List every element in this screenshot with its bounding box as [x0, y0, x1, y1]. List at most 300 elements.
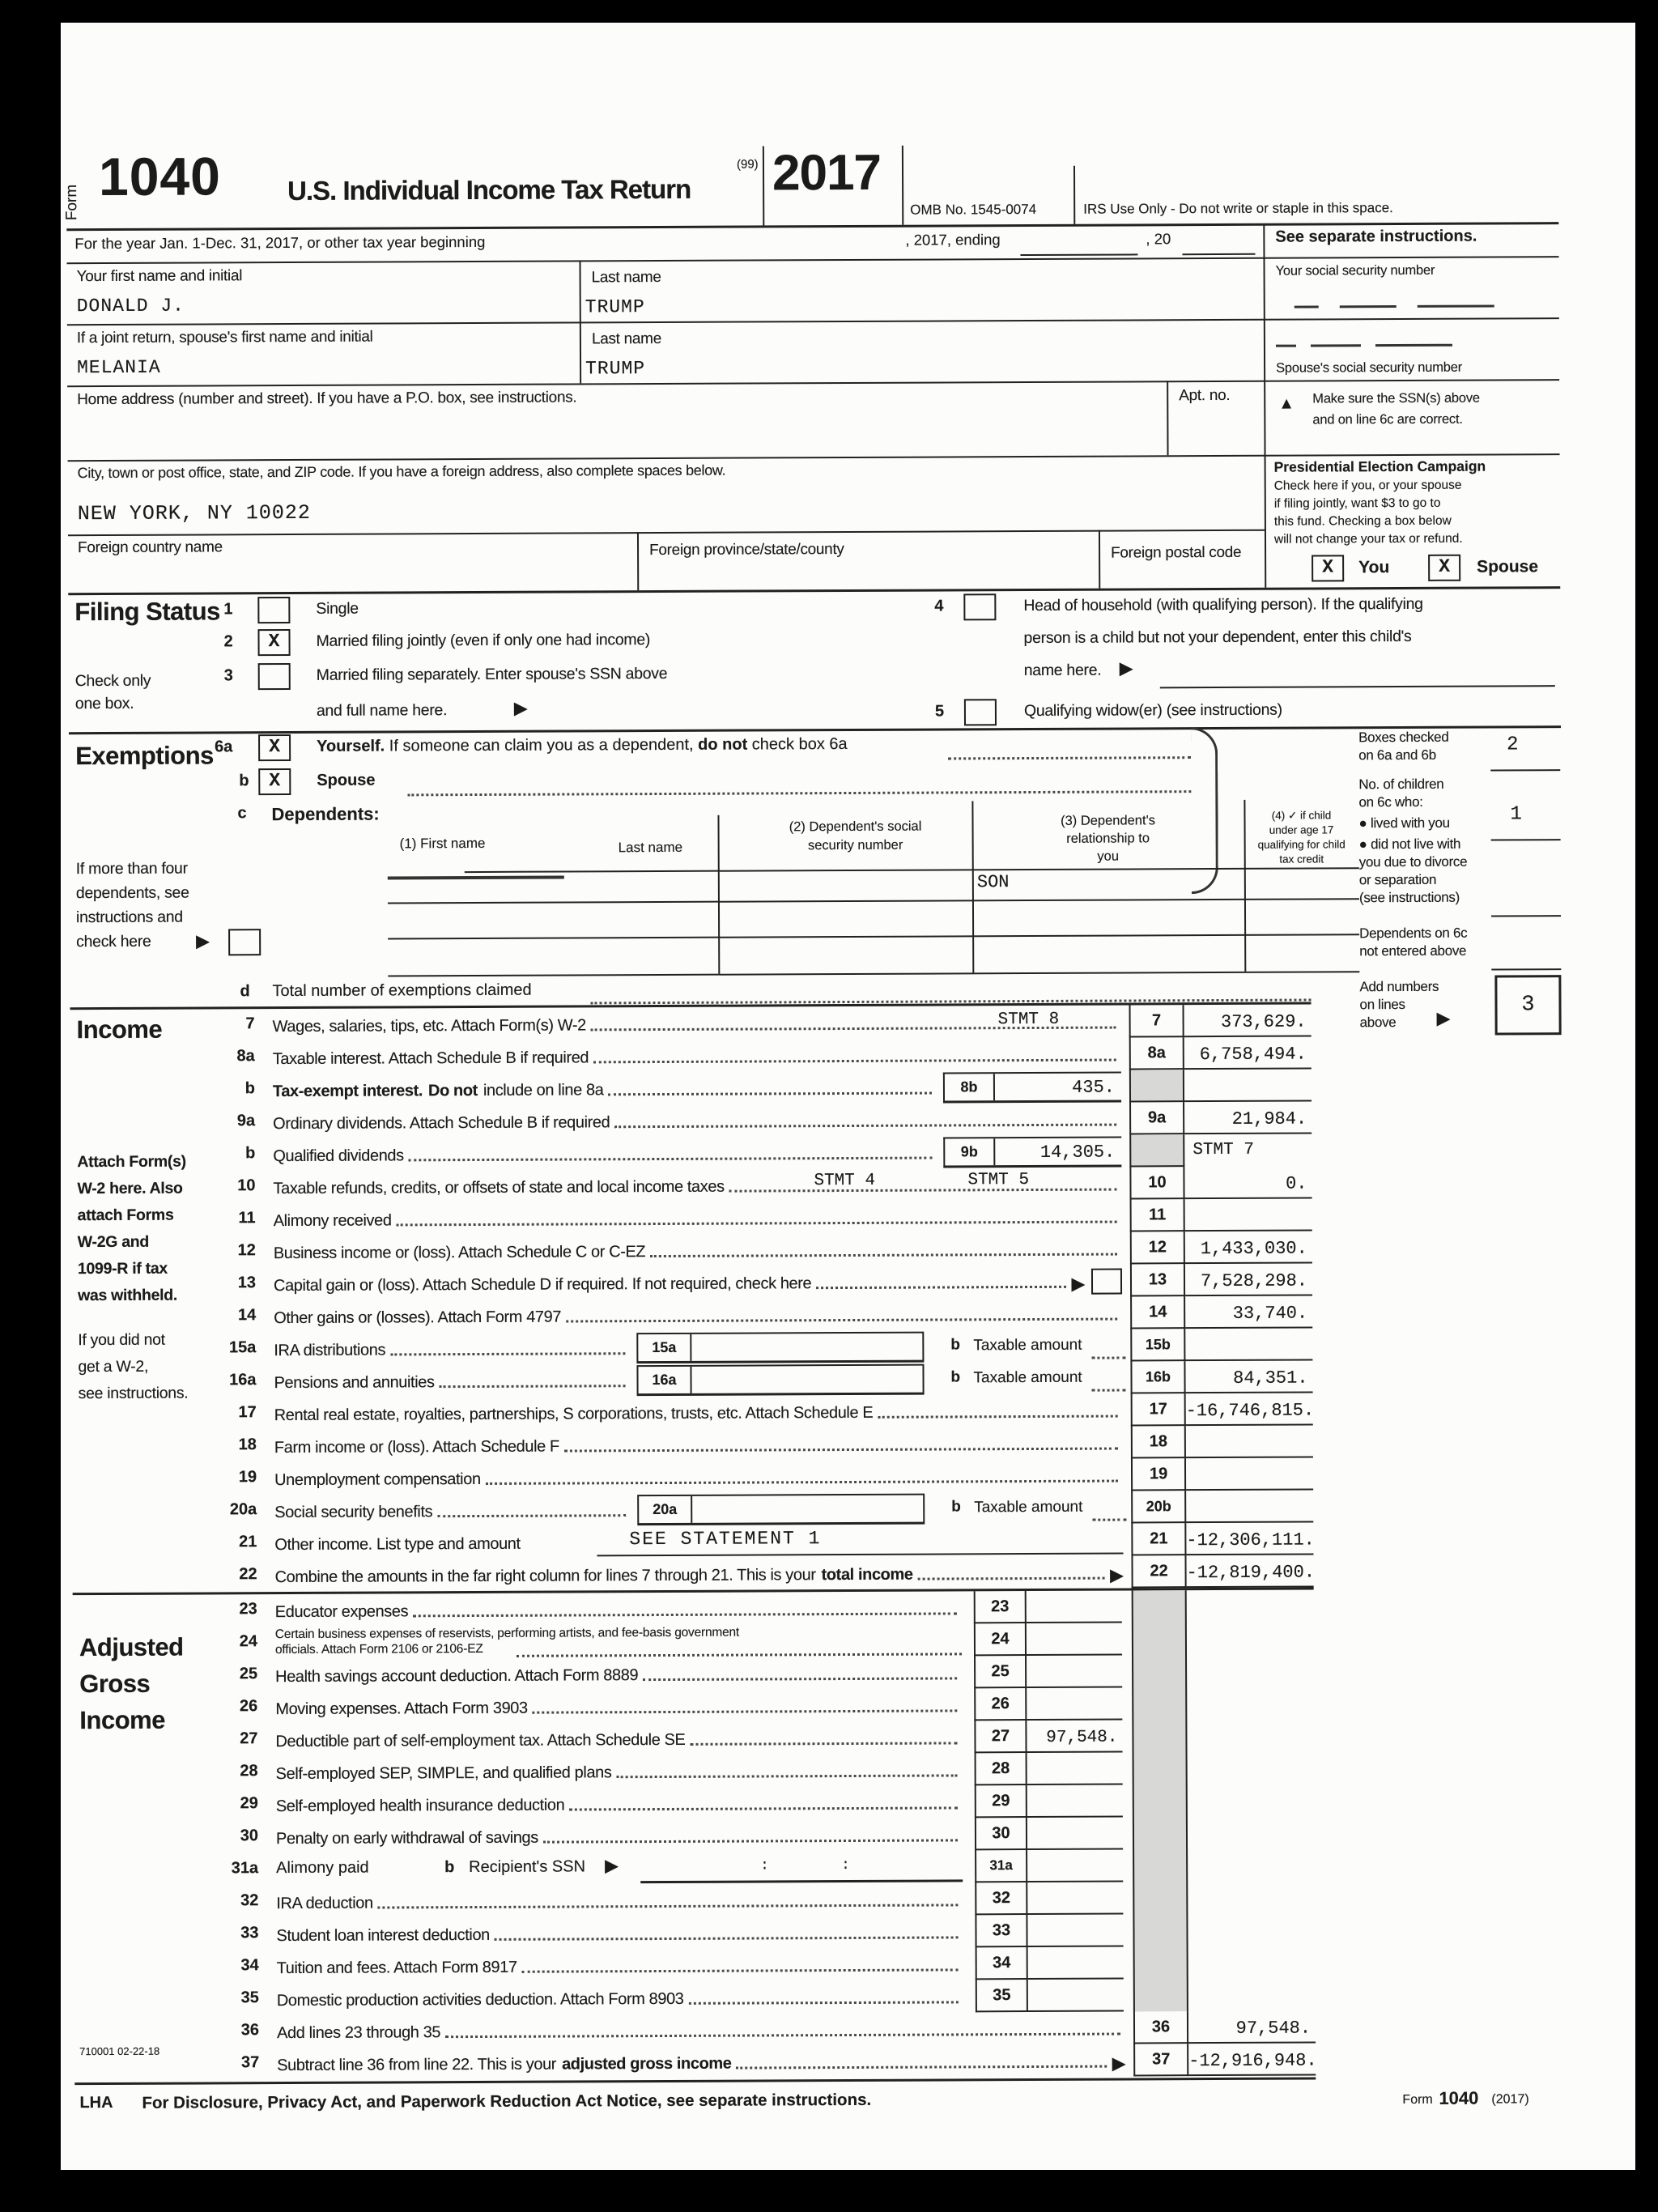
- blank-line: [1182, 253, 1255, 255]
- divider: [717, 815, 720, 974]
- dep-col2-header1: (2) Dependent's social: [789, 819, 922, 835]
- line-number: 8a: [236, 1047, 255, 1066]
- boxes-checked-label1: Boxes checked: [1358, 729, 1449, 746]
- line-label: Unemployment compensation: [274, 1459, 1123, 1495]
- line-label: Taxable refunds, credits, or offsets of state and local income taxes: [273, 1168, 1121, 1204]
- amount-value[interactable]: 373,629.: [1184, 1005, 1312, 1038]
- stmt-ref: STMT 7: [1192, 1140, 1254, 1160]
- form-title: U.S. Individual Income Tax Return: [287, 173, 691, 206]
- last-name-label: Last name: [591, 268, 661, 287]
- amount-value: [1185, 1199, 1312, 1232]
- line-box: 12: [1130, 1231, 1185, 1264]
- divider: [902, 146, 903, 225]
- line-number: 21: [239, 1533, 257, 1551]
- line-label-small2: officials. Attach Form 2106 or 2106-EZ: [274, 1641, 483, 1657]
- dotted-leader: [397, 1221, 1117, 1227]
- amount-value: [1027, 1850, 1123, 1883]
- pec-you-label: You: [1358, 558, 1390, 577]
- rule: [68, 530, 1265, 536]
- did-not-live-label4: (see instructions): [1358, 889, 1460, 906]
- line-number: 10: [237, 1176, 256, 1195]
- line-6b-checkbox[interactable]: X: [258, 768, 291, 795]
- amount-value[interactable]: 97,548.: [1027, 1721, 1122, 1754]
- line-20a-inner-box: [637, 1494, 925, 1526]
- line-number: 34: [240, 1956, 259, 1975]
- line-number: 26: [239, 1697, 258, 1716]
- footer-form-number: 1040: [1439, 2087, 1479, 2108]
- dotted-leader: [736, 2065, 1107, 2069]
- city-label: City, town or post office, state, and ZIP code. If you have a foreign address, also complete spaces below.: [77, 462, 726, 482]
- first-name-value[interactable]: DONALD J.: [76, 295, 185, 317]
- line-box: 33: [975, 1915, 1027, 1947]
- line-number: 28: [240, 1762, 258, 1780]
- no-w2-note2: get a W-2,: [78, 1357, 149, 1376]
- amount-value: [1027, 1656, 1122, 1689]
- line-box: 30: [975, 1818, 1027, 1850]
- city-value[interactable]: NEW YORK, NY 10022: [77, 500, 311, 526]
- ssn-warning-1: Make sure the SSN(s) above: [1312, 390, 1480, 406]
- line-number: 25: [239, 1665, 258, 1683]
- line-label: Domestic production activities deduction. Attach Form 8903: [277, 1980, 963, 2015]
- dep-col1b-header: Last name: [618, 839, 683, 856]
- line-box: 16b: [1130, 1361, 1185, 1393]
- dep-row-line: [388, 971, 1359, 976]
- check-only-note1: Check only: [74, 671, 151, 691]
- line-box: 18: [1131, 1426, 1186, 1458]
- dotted-leader: [590, 978, 1311, 1005]
- line-box: 35: [976, 1980, 1028, 2012]
- amount-value[interactable]: -12,819,400.: [1186, 1555, 1313, 1588]
- line-label: Taxable interest. Attach Schedule B if required: [273, 1038, 1121, 1074]
- divider: [1167, 381, 1168, 455]
- line-number: 31a: [231, 1859, 259, 1878]
- line-number: 24: [239, 1632, 257, 1651]
- amount-value[interactable]: -12,306,111.: [1186, 1522, 1313, 1555]
- more-than-four-checkbox[interactable]: [228, 929, 261, 955]
- pec-spouse-checkbox[interactable]: X: [1428, 555, 1460, 581]
- dotted-leader: [690, 1742, 957, 1745]
- lived-with-you-label: ● lived with you: [1358, 815, 1450, 832]
- filing-4-label2: person is a child but not your dependent, enter this child's: [1023, 627, 1412, 648]
- dotted-leader: [643, 1677, 957, 1681]
- line-label: IRA distributions: [274, 1331, 630, 1365]
- line-label: Subtract line 36 from line 22. This is your adjusted gross income ▶: [277, 2044, 1125, 2081]
- no-w2-note1: If you did not: [78, 1330, 165, 1350]
- inner-line-box: 8b: [945, 1074, 995, 1100]
- line-number: 17: [238, 1403, 257, 1422]
- divider: [1073, 166, 1075, 224]
- line-13-checkbox[interactable]: [1091, 1269, 1122, 1295]
- ssn-colon: :: [841, 1857, 851, 1874]
- dotted-leader: [437, 1514, 626, 1517]
- line-box: 14: [1130, 1296, 1185, 1329]
- dep-col3-header1: (3) Dependent's: [1061, 813, 1155, 828]
- line-number: 27: [240, 1729, 258, 1748]
- attach-note6: was withheld.: [78, 1286, 177, 1305]
- line-6d-label: Total number of exemptions claimed: [272, 981, 532, 1001]
- line-box: 7: [1129, 1005, 1184, 1037]
- irs-use-only: IRS Use Only - Do not write or staple in this space.: [1083, 200, 1393, 217]
- dotted-leader: [689, 2001, 959, 2004]
- line-number: 11: [238, 1209, 256, 1227]
- period-20: , 20: [1146, 230, 1171, 248]
- foreign-postal-label: Foreign postal code: [1111, 543, 1242, 562]
- filing-3-label: Married filing separately. Enter spouse's SSN above: [316, 664, 668, 684]
- attach-note2: W-2 here. Also: [77, 1179, 183, 1198]
- filing-3-checkbox[interactable]: [258, 663, 291, 690]
- dep-col3-header3: you: [1097, 849, 1120, 864]
- line-label: Combine the amounts in the far right column for lines 7 through 21. This is your total income ▶: [274, 1556, 1123, 1593]
- line-label: Qualified dividends: [273, 1136, 937, 1172]
- redaction-dash: [1276, 345, 1296, 347]
- amount-value: [1028, 1980, 1124, 2013]
- form-word-vertical: Form: [63, 184, 81, 221]
- agi-heading1: Adjusted: [79, 1632, 184, 1662]
- filing-5-label: Qualifying widow(er) (see instructions): [1023, 700, 1282, 721]
- spouse-first-label: If a joint return, spouse's first name and initial: [76, 328, 373, 347]
- line-label: Other gains or (losses). Attach Form 4797: [274, 1297, 1122, 1334]
- see-separate-instructions: See separate instructions.: [1275, 227, 1477, 246]
- line-6d-num: d: [240, 982, 250, 1001]
- total-exemptions-value: 3: [1521, 993, 1535, 1018]
- amount-value[interactable]: 21,984.: [1184, 1102, 1312, 1135]
- filing-2-checkbox[interactable]: X: [257, 629, 290, 656]
- income-row-22: [62, 1554, 1568, 1593]
- line-6a-checkbox[interactable]: X: [258, 734, 291, 761]
- line-label: Ordinary dividends. Attach Schedule B if required: [273, 1103, 1121, 1139]
- ssn-label: Your social security number: [1275, 262, 1435, 279]
- line-label: Alimony paid: [276, 1858, 369, 1878]
- line-box: 13: [1130, 1264, 1185, 1296]
- line-box: 10: [1129, 1167, 1184, 1199]
- line-6c-label: Dependents:: [271, 803, 380, 825]
- amount-value: [1028, 1947, 1124, 1980]
- amount-value: [1027, 1753, 1123, 1786]
- line-label: IRA deduction: [276, 1882, 963, 1918]
- line-box: 28: [975, 1753, 1027, 1785]
- amount-value[interactable]: 97,548.: [1188, 2010, 1316, 2044]
- amount-value: [1186, 1425, 1313, 1458]
- filing-status-heading: Filing Status: [74, 597, 220, 627]
- line-number: b: [244, 1079, 255, 1098]
- line-label: Tuition and fees. Attach Form 8917: [277, 1947, 963, 1983]
- shaded-cell: [1129, 1070, 1184, 1102]
- amount-value: [1027, 1785, 1123, 1819]
- ssn-colon: :: [760, 1857, 770, 1874]
- dotted-leader: [407, 768, 1191, 796]
- line-label: Rental real estate, royalties, partnerships, S corporations, trusts, etc. Attach Schedule E: [274, 1394, 1123, 1431]
- line-number: 19: [238, 1468, 257, 1487]
- line-label-small1: Certain business expenses of reservists, performing artists, and fee-basis government: [274, 1625, 740, 1642]
- inner-amount[interactable]: 14,305.: [1039, 1142, 1116, 1163]
- children-label2: on 6c who:: [1358, 793, 1423, 810]
- line-label: Moving expenses. Attach Form 3903: [275, 1688, 962, 1724]
- line-number: 36: [240, 2021, 260, 2040]
- line-label: Pensions and annuities: [274, 1363, 630, 1397]
- line-number: 9a: [236, 1112, 256, 1130]
- dep-col4-header1: (4) ✓ if child: [1271, 809, 1332, 822]
- stmt-ref: STMT 4: [814, 1171, 876, 1191]
- inner-line-box: 15a: [638, 1334, 691, 1361]
- spouse-last-label: Last name: [591, 330, 661, 348]
- line-box: 20b: [1131, 1491, 1186, 1523]
- underline: [1490, 769, 1560, 771]
- check-only-note2: one box.: [74, 694, 134, 713]
- filing-2-label: Married filing jointly (even if only one had income): [316, 631, 651, 650]
- dotted-leader: [608, 1092, 932, 1096]
- filing-2-num: 2: [223, 632, 233, 651]
- line-number: 7: [245, 1015, 255, 1033]
- line-box: 31a: [975, 1850, 1027, 1882]
- dotted-leader: [440, 1385, 626, 1388]
- arrow-icon: ▶: [196, 930, 210, 951]
- pec-line2: if filing jointly, want $3 to go to: [1273, 496, 1441, 511]
- filing-3-label2: and full name here.: [316, 701, 448, 720]
- line-number: 16a: [229, 1371, 257, 1389]
- filing-5-num: 5: [934, 702, 945, 721]
- sub-letter: b: [950, 1368, 961, 1386]
- arrow-icon: ▶: [1436, 1007, 1451, 1028]
- amount-value[interactable]: 6,758,494.: [1184, 1037, 1312, 1070]
- redaction-dash: [1418, 305, 1494, 308]
- arrow-icon: ▶: [605, 1855, 619, 1876]
- spouse-ssn-label: Spouse's social security number: [1276, 359, 1463, 376]
- redaction-dash: [1375, 344, 1452, 347]
- dotted-leader: [445, 2033, 1120, 2039]
- line-box: 22: [1131, 1555, 1186, 1588]
- line-label: Health savings account deduction. Attach Form 8889: [275, 1656, 962, 1691]
- dep-col4-header2: under age 17: [1269, 823, 1334, 836]
- add-numbers-label2: on lines: [1359, 996, 1405, 1013]
- dep-col1-header: (1) First name: [399, 835, 486, 852]
- line-8b-inner-box: [943, 1072, 1121, 1104]
- line-6a-num: 6a: [215, 738, 233, 756]
- line-box: 9a: [1129, 1102, 1184, 1134]
- amount-value: [1027, 1818, 1123, 1851]
- dependent-relationship-value[interactable]: SON: [976, 872, 1010, 893]
- pec-line4: will not change your tax or refund.: [1273, 531, 1463, 547]
- line-label: Self-employed health insurance deduction: [276, 1785, 963, 1821]
- dep-6c-label2: not entered above: [1359, 942, 1467, 959]
- line-box: 27: [974, 1721, 1027, 1753]
- foreign-province-label: Foreign province/state/county: [649, 541, 844, 559]
- line-label: Deductible part of self-employment tax. Attach Schedule SE: [275, 1721, 962, 1756]
- dep-6c-label1: Dependents on 6c: [1359, 925, 1468, 942]
- form-1040-content: [56, 19, 1640, 2173]
- footer-form-word: Form: [1402, 2092, 1433, 2108]
- line-6a-label: Yourself. If someone can claim you as a dependent, do not check box 6a: [317, 734, 848, 755]
- line-number: 13: [237, 1274, 257, 1292]
- line-number: 15a: [228, 1338, 257, 1357]
- line-number: 18: [238, 1436, 257, 1454]
- redaction-dash: [1295, 305, 1319, 308]
- taxable-amount-label: Taxable amount: [973, 1368, 1082, 1387]
- inner-line-box: 9b: [945, 1138, 995, 1165]
- agi-row-37: [65, 2042, 1571, 2081]
- dep-row-line: [388, 934, 1359, 939]
- dep-col2-header2: security number: [807, 837, 903, 853]
- form-page: [61, 23, 1635, 2170]
- dotted-leader: [517, 1630, 962, 1657]
- amount-value: [1027, 1688, 1122, 1721]
- spouse-first-value[interactable]: MELANIA: [77, 356, 161, 379]
- spouse-last-value[interactable]: TRUMP: [585, 358, 646, 380]
- filing-1-num: 1: [223, 600, 233, 619]
- amount-value[interactable]: -16,746,815.: [1186, 1393, 1313, 1426]
- dotted-leader: [564, 1448, 1118, 1453]
- amount-value[interactable]: 7,528,298.: [1185, 1264, 1312, 1297]
- filing-1-checkbox[interactable]: [257, 597, 290, 623]
- dep-row-line: [388, 898, 1359, 904]
- taxable-amount-label: Taxable amount: [973, 1336, 1082, 1355]
- filing-1-label: Single: [316, 599, 359, 618]
- line-box: 32: [975, 1882, 1027, 1915]
- dotted-leader: [878, 1415, 1117, 1419]
- pec-line3: this fund. Checking a box below: [1273, 513, 1452, 529]
- arrow-icon: ▶: [1109, 1564, 1124, 1585]
- lha-label: LHA: [79, 2093, 113, 2112]
- filing-5-checkbox[interactable]: [964, 699, 997, 725]
- divider: [579, 260, 580, 321]
- income-heading: Income: [76, 1015, 163, 1044]
- line-label: Tax-exempt interest. Do not include on line 8a: [273, 1071, 937, 1107]
- rule: [69, 725, 1561, 734]
- filing-3-num: 3: [223, 666, 233, 685]
- title-sup: (99): [736, 157, 759, 172]
- period-begin: For the year Jan. 1-Dec. 31, 2017, or other tax year beginning: [74, 232, 486, 253]
- line-box: 25: [974, 1656, 1027, 1688]
- amount-value: [1186, 1457, 1313, 1491]
- dotted-leader: [495, 1936, 959, 1940]
- arrow-icon: ▶: [1119, 657, 1133, 678]
- line-label: Add lines 23 through 35: [277, 2012, 1125, 2048]
- line-box: 23: [974, 1591, 1027, 1623]
- sub-letter: b: [950, 1336, 960, 1354]
- line-number: 32: [240, 1891, 259, 1910]
- boxes-checked-value: 2: [1507, 734, 1519, 756]
- redaction-dash: [1340, 305, 1397, 308]
- blank-line: [1020, 253, 1137, 256]
- line-number: 23: [239, 1600, 257, 1619]
- divider: [637, 532, 639, 590]
- pec-you-checkbox[interactable]: X: [1312, 555, 1344, 581]
- line-box: 21: [1131, 1523, 1186, 1555]
- line-label: Educator expenses: [275, 1591, 962, 1627]
- recipient-ssn-label: Recipient's SSN: [469, 1857, 586, 1877]
- line-number: 37: [240, 2053, 260, 2072]
- amount-value: [1027, 1915, 1123, 1948]
- more-note2: dependents, see: [75, 883, 189, 903]
- line-label: Capital gain or (loss). Attach Schedule D if required. If not required, check here ▶: [274, 1265, 1122, 1301]
- more-note3: instructions and: [75, 908, 183, 927]
- dep-col4-header4: tax credit: [1279, 853, 1324, 866]
- dotted-leader: [409, 1157, 933, 1162]
- period-ending: , 2017, ending: [905, 231, 1001, 249]
- form-number: 1040: [98, 146, 222, 207]
- rule: [67, 317, 1559, 325]
- sub-letter: b: [951, 1498, 961, 1516]
- divider: [763, 146, 764, 225]
- underline: [1491, 968, 1561, 970]
- dep-col3-header2: relationship to: [1066, 831, 1150, 846]
- inner-line-box: 20a: [639, 1496, 692, 1523]
- more-note1: If more than four: [75, 859, 188, 878]
- dotted-leader: [413, 1612, 957, 1617]
- agi-heading3: Income: [79, 1705, 165, 1735]
- line-label: Farm income or (loss). Attach Schedule F: [274, 1427, 1123, 1463]
- line-label: Other income. List type and amount: [274, 1534, 521, 1555]
- dotted-leader: [729, 1189, 1117, 1193]
- attach-note3: attach Forms: [77, 1206, 174, 1225]
- line-number: 35: [240, 1989, 259, 2007]
- last-name-value[interactable]: TRUMP: [585, 296, 645, 318]
- line-number: 12: [237, 1241, 256, 1260]
- stmt-ref: STMT 8: [997, 1010, 1060, 1030]
- underline: [1491, 839, 1561, 840]
- amount-value[interactable]: -12,916,948.: [1188, 2043, 1316, 2076]
- line-number: 14: [237, 1306, 257, 1325]
- line-box: 19: [1131, 1458, 1186, 1491]
- filing-4-checkbox[interactable]: [963, 593, 996, 620]
- taxable-amount-label: Taxable amount: [974, 1498, 1083, 1516]
- dotted-leader: [948, 734, 1191, 759]
- amount-value[interactable]: 1,433,030.: [1185, 1231, 1312, 1265]
- line-number: 30: [240, 1827, 259, 1845]
- add-numbers-label3: above: [1359, 1015, 1397, 1031]
- amount-value[interactable]: 0.: [1184, 1167, 1312, 1200]
- line-label: Business income or (loss). Attach Schedule C or C-EZ: [274, 1232, 1122, 1269]
- sub-letter: b: [444, 1858, 455, 1877]
- line-number: 29: [240, 1794, 258, 1813]
- did-not-live-label3: or separation: [1358, 871, 1437, 888]
- line-9b-inner-box: [943, 1137, 1121, 1168]
- amount-value[interactable]: 84,351.: [1185, 1360, 1312, 1393]
- dotted-leader: [543, 1839, 958, 1843]
- filing-4-label1: Head of household (with qualifying person). If the qualifying: [1023, 594, 1423, 615]
- rule: [68, 586, 1560, 595]
- rule: [67, 379, 1559, 387]
- agi-heading2: Gross: [79, 1669, 151, 1699]
- underline: [1491, 915, 1561, 917]
- divider: [1099, 530, 1100, 589]
- amount-value[interactable]: 33,740.: [1185, 1295, 1312, 1329]
- inner-amount[interactable]: 435.: [1072, 1077, 1116, 1098]
- dep-row-line: [465, 867, 1359, 873]
- line-label: Wages, salaries, tips, etc. Attach Form(s) W-2: [273, 1006, 1121, 1042]
- pec-spouse-label: Spouse: [1477, 557, 1539, 576]
- line-15a-inner-box: [636, 1332, 924, 1364]
- apt-label: Apt. no.: [1179, 386, 1231, 405]
- pec-line1: Check here if you, or your spouse: [1273, 478, 1462, 493]
- form-print-code: 710001 02-22-18: [79, 2044, 160, 2058]
- amount-value: [1186, 1490, 1313, 1523]
- line-6b-num: b: [239, 772, 249, 790]
- stmt-ref: SEE STATEMENT 1: [629, 1528, 822, 1551]
- amount-value: [1027, 1623, 1122, 1657]
- dotted-leader: [566, 1318, 1117, 1323]
- did-not-live-label2: you due to divorce: [1358, 853, 1468, 870]
- stmt-ref: STMT 5: [967, 1171, 1030, 1190]
- dotted-leader: [614, 1124, 1116, 1129]
- line-6b-label: Spouse: [317, 771, 376, 789]
- dotted-leader: [616, 1774, 957, 1778]
- line-number: 20a: [229, 1500, 257, 1519]
- line-number: 33: [240, 1924, 259, 1942]
- dotted-leader: [486, 1480, 1118, 1485]
- dotted-leader: [650, 1253, 1117, 1258]
- home-address-label: Home address (number and street). If you have a P.O. box, see instructions.: [77, 389, 577, 409]
- foreign-country-label: Foreign country name: [77, 538, 223, 557]
